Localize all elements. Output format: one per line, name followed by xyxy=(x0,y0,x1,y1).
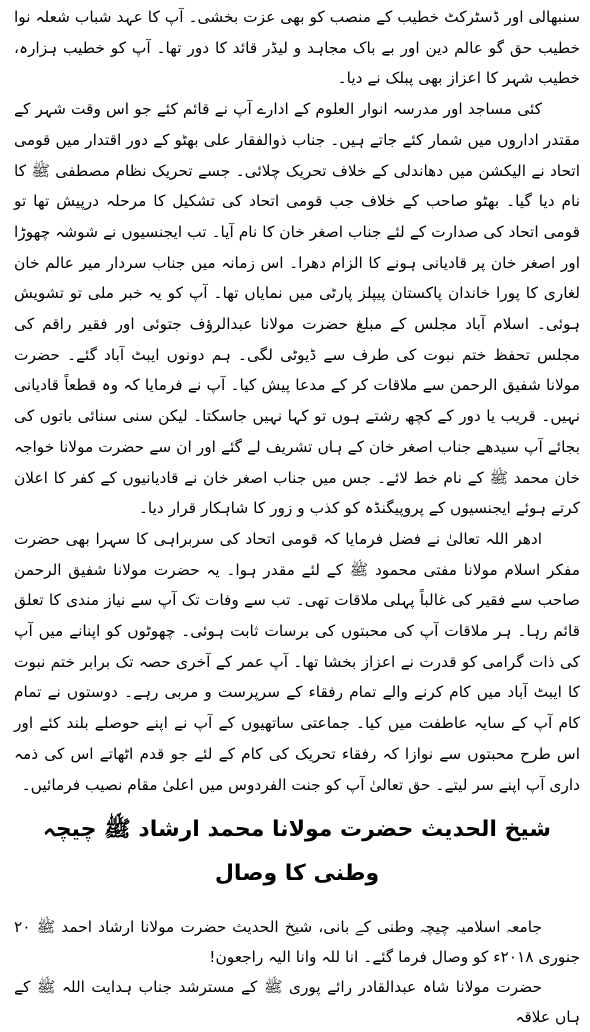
paragraph-4: جامعہ اسلامیہ چیچہ وطنی کے بانی، شیخ الحدیث حضرت مولانا ارشاد احمد ﷺ ۲۰ جنوری ۲۰۱۸ء کو وصال فرما گئے۔ انا للہ وانا الیہ راجعون! xyxy=(14,918,580,967)
section-heading: شیخ الحدیث حضرت مولانا محمد ارشاد ﷺ چیچہ وطنی کا وصال xyxy=(42,817,552,887)
paragraph-5: حضرت مولانا شاہ عبدالقادر رائے پوری ﷺ کے مسترشد جناب ہدایت اللہ ﷺ کے ہاں علاقہ xyxy=(14,978,580,1027)
paragraph-1: سنبھالی اور ڈسٹرکٹ خطیب کے منصب کو بھی عزت بخشی۔ آپ کا عہد شباب شعلہ نوا خطیب حق گو عالم دین اور بے باک مجاہد و لیڈر قائد کا دور تھا۔ آپ کو خطیب ہزارہ، خطیب شہر کا اعزاز بھی پبلک نے دیا۔ xyxy=(14,8,580,88)
paragraph-3: ادھر اللہ تعالیٰ نے فضل فرمایا کہ قومی اتحاد کی سربراہی کا سہرا بھی حضرت مفکر اسلام مولانا مفتی محمود ﷺ کے لئے مقدر ہوا۔ یہ حضرت مولانا شفیق الرحمن صاحب سے فقیر کی غالباً پہلی ملاقات تھی۔ تب سے وفات تک آپ سے نیاز مندی کا تعلق قائم رہا۔ ہر ملاقات آپ کی محبتوں کی برسات ثابت ہوئی۔ چھوٹوں کو اپنانے میں آپ کی ذات گرامی کو قدرت نے اعزاز بخشا تھا۔ آپ عمر کے آخری حصہ تک برابر ختم نبوت کا ایبٹ آباد میں کام کرنے والے تمام رفقاء کے سرپرست و مربی رہے۔ دوستوں نے تمام کام آپ کے سایہ عاطفت میں کیا۔ جماعتی ساتھیوں کے آپ نے اپنے حوصلے بلند کئے اور اس طرح محبتوں سے نوازا کہ رفقاء تحریک کی کام کے لئے جو قدم اٹھاتے اس کی ذمہ داری آپ اپنے سر لیتے۔ حق تعالیٰ آپ کو جنت الفردوس میں اعلیٰ مقام نصیب فرمائیں۔ xyxy=(14,529,580,794)
paragraph-2: کئی مساجد اور مدرسہ انوار العلوم کے ادارے آپ نے قائم کئے جو اس وقت شہر کے مقتدر اداروں میں شمار کئے جاتے ہیں۔ جناب ذوالفقار علی بھٹو کے دور اقتدار میں قومی اتحاد نے الیکشن میں دھاندلی کے خلاف تحریک چلائی۔ جسے تحریک نظام مصطفی ﷺ کا نام دیا گیا۔ بھٹو صاحب کے خلاف جب قومی اتحاد کی تشکیل کا مرحلہ درپیش تھا تو قومی اتحاد کی صدارت کے لئے جناب اصغر خان کا نام آیا۔ تب ایجنسیوں نے شوشہ چھوڑا اور اصغر خان پر قادیانی ہونے کا الزام دھرا۔ اس زمانہ میں جناب سردار میر عالم خان لغاری کا پورا خاندان پاکستان پیپلز پارٹی میں نمایاں تھا۔ آپ کو یہ خبر ملی تو تشویش ہوئی۔ اسلام آباد مجلس کے مبلغ حضرت مولانا عبدالرؤف جتوئی اور فقیر راقم کی مجلس تحفظ ختم نبوت کی طرف سے ڈیوٹی لگی۔ ہم دونوں ایبٹ آباد گئے۔ حضرت مولانا شفیق الرحمن سے ملاقات کر کے مدعا پیش کیا۔ آپ نے فرمایا کہ وہ قطعاً قادیانی نہیں۔ قریب یا دور کے کچھ رشتے ہوں تو کہا نہیں جاسکتا۔ لیکن سنی سنائی باتوں کی بجائے آپ سیدھے جناب اصغر خان کے ہاں تشریف لے گئے اور ان سے حضرت مولانا خواجہ خان محمد ﷺ کے نام خط لائے۔ جس میں جناب اصغر خان نے قادیانیوں کے کفر کا اعلان کرتے ہوئے ایجنسیوں کے پروپیگنڈہ کو کذب و زور کا شاہکار قرار دیا۔ xyxy=(14,100,580,518)
